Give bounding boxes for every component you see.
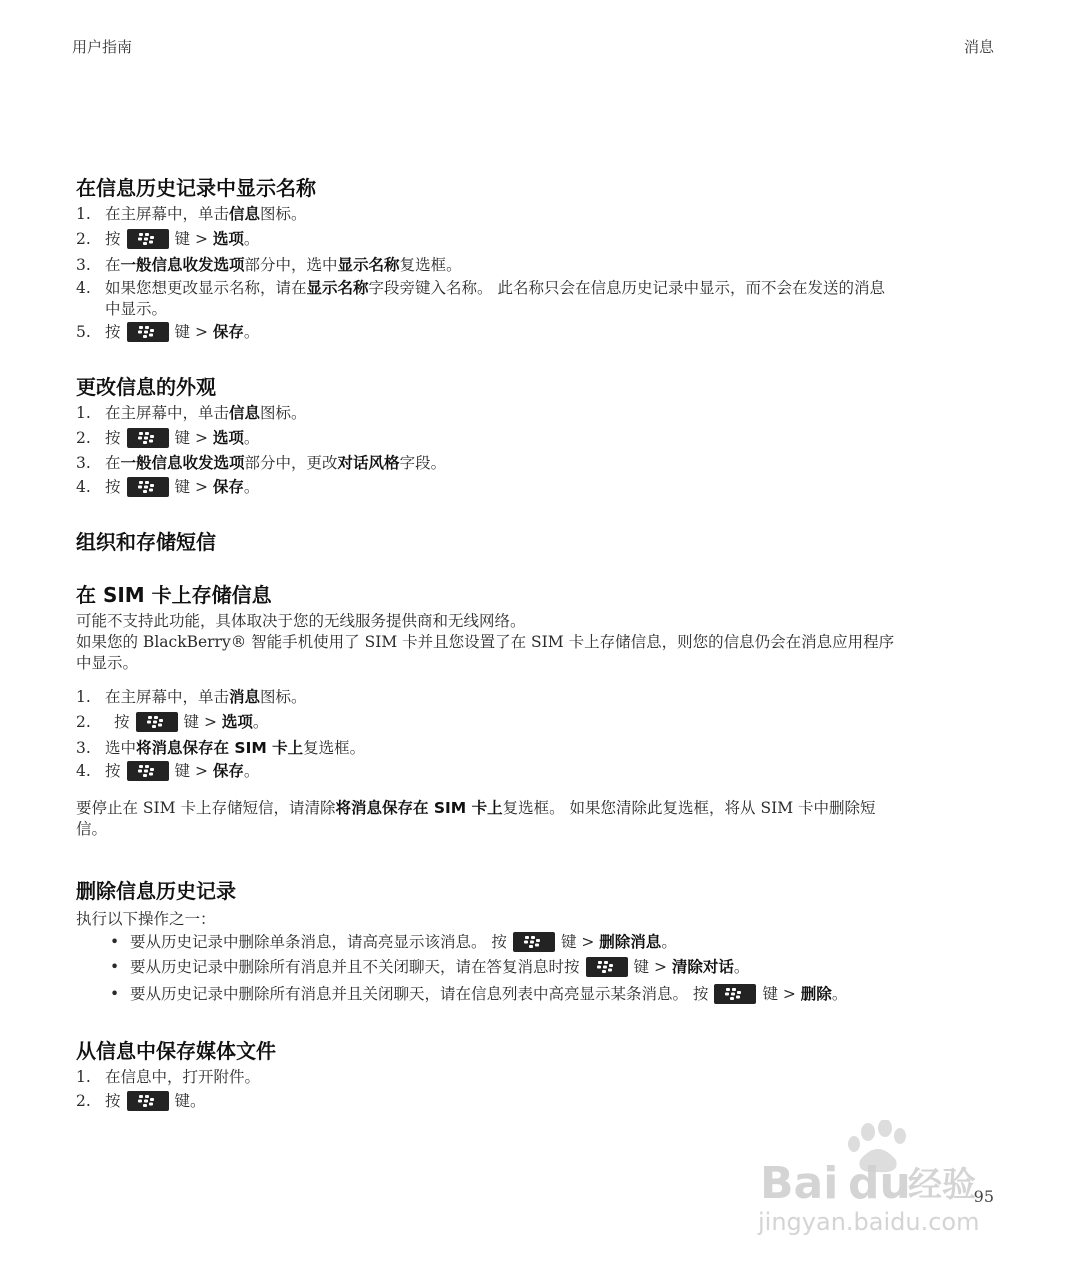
- section-title-sim-storage: 在 SIM 卡上存储信息: [76, 583, 272, 607]
- key-label: 键 >: [174, 230, 208, 248]
- bold-term: 消息: [229, 688, 261, 706]
- key-label: 键 >: [174, 429, 208, 447]
- bold-term: 一般信息收发选项: [120, 454, 245, 472]
- step-text: 选中: [105, 739, 137, 757]
- step-text: 在主屏幕中，单击: [105, 688, 230, 706]
- step-number: 4.: [76, 279, 91, 297]
- bold-term: 删除消息: [599, 933, 662, 951]
- blackberry-menu-key-icon: [127, 428, 169, 448]
- bold-term: 保存: [212, 323, 244, 341]
- bold-term: 信息: [229, 205, 261, 223]
- step-text: 在主屏幕中，单击: [105, 404, 230, 422]
- bold-term: 选项: [221, 713, 253, 731]
- step-number: 4.: [76, 762, 91, 780]
- step-text: 。: [243, 478, 260, 496]
- key-label: 键 >: [183, 713, 217, 731]
- svg-text:经验: 经验: [908, 1165, 976, 1205]
- bold-term: 对话风格: [337, 454, 400, 472]
- key-label: 键 >: [560, 933, 595, 951]
- bold-term: 保存: [212, 478, 244, 496]
- step-number: 3.: [76, 739, 91, 757]
- blackberry-menu-key-icon: [127, 477, 169, 497]
- paragraph: 中显示。: [76, 654, 139, 672]
- baidu-jingyan-watermark: [750, 1120, 1000, 1240]
- step-text: 按: [105, 762, 121, 780]
- section-title-organize: 组织和存储短信: [76, 530, 216, 554]
- key-label: 键 >: [762, 985, 796, 1003]
- step-number: 5.: [76, 323, 91, 341]
- paragraph: 如果您的 BlackBerry® 智能手机使用了 SIM 卡并且您设置了在 SIM 卡上存储信息，则您的信息仍会在消息应用程序: [76, 633, 895, 651]
- step-text: 图标。: [260, 205, 307, 223]
- section-title-appearance: 更改信息的外观: [76, 375, 216, 399]
- svg-text:Bai: Bai: [760, 1158, 839, 1209]
- step-text: 在: [105, 256, 121, 274]
- bold-term: 一般信息收发选项: [120, 256, 245, 274]
- step-text: 。: [733, 958, 750, 976]
- key-label: 键。: [174, 1092, 206, 1110]
- step-text: 字段。: [399, 454, 447, 472]
- note-text: 复选框。 如果您清除此复选框，将从 SIM 卡中删除短: [502, 799, 876, 817]
- step-text: 按: [105, 230, 121, 248]
- baidu-paw-icon: [750, 1120, 1000, 1240]
- step-text: 按: [105, 323, 121, 341]
- step-text: 中显示。: [105, 300, 168, 318]
- bold-term: 信息: [229, 404, 261, 422]
- blackberry-menu-key-icon: [136, 712, 178, 732]
- step-text: 。: [243, 762, 260, 780]
- step-number: 2.: [76, 230, 91, 248]
- bold-term: 保存: [212, 762, 244, 780]
- step-number: 1.: [76, 205, 91, 223]
- step-text: 。: [243, 429, 260, 447]
- header-left: 用户指南: [72, 38, 133, 56]
- key-label: 键 >: [174, 478, 208, 496]
- step-text: 要从历史记录中删除所有消息并且关闭聊天，请在信息列表中高亮显示某条消息。 按: [130, 985, 709, 1003]
- step-text: 。: [243, 230, 260, 248]
- step-text: 要从历史记录中删除单条消息，请高亮显示该消息。 按: [130, 933, 507, 951]
- note-text: 要停止在 SIM 卡上存储短信，请清除: [76, 799, 336, 817]
- bold-term: 显示名称: [306, 279, 369, 297]
- step-text: 要从历史记录中删除所有消息并且不关闭聊天，请在答复消息时按: [130, 958, 580, 976]
- section-title-save-media: 从信息中保存媒体文件: [76, 1039, 276, 1063]
- step-text: 如果您想更改显示名称，请在: [105, 279, 307, 297]
- step-text: 部分中，更改: [244, 454, 338, 472]
- bullet: •: [110, 933, 120, 951]
- header-right: 消息: [963, 38, 994, 56]
- svg-text:du: du: [848, 1158, 911, 1209]
- step-text: 图标。: [260, 688, 307, 706]
- bold-term: 将消息保存在 SIM 卡上: [335, 799, 503, 817]
- step-number: 1.: [76, 404, 91, 422]
- step-text: 部分中，选中: [244, 256, 338, 274]
- bold-term: 删除: [800, 985, 832, 1003]
- step-text: 按: [105, 478, 121, 496]
- step-text: 字段旁键入名称。 此名称只会在信息历史记录中显示，而不会在发送的消息: [368, 279, 885, 297]
- step-text: 复选框。: [303, 739, 366, 757]
- step-text: 在信息中，打开附件。: [105, 1068, 261, 1086]
- page-number: 95: [973, 1187, 994, 1206]
- step-text: 。: [831, 985, 848, 1003]
- paragraph: 执行以下操作之一：: [76, 910, 216, 928]
- step-number: 2.: [76, 1092, 91, 1110]
- step-text: 。: [243, 323, 260, 341]
- step-text: 复选框。: [399, 256, 462, 274]
- bullet: •: [110, 985, 120, 1003]
- step-number: 1.: [76, 688, 91, 706]
- key-label: 键 >: [174, 323, 208, 341]
- bold-term: 选项: [212, 230, 244, 248]
- step-text: 在: [105, 454, 121, 472]
- step-number: 4.: [76, 478, 91, 496]
- blackberry-menu-key-icon: [127, 1091, 169, 1111]
- step-text: 按: [114, 713, 130, 731]
- key-label: 键 >: [633, 958, 667, 976]
- step-number: 2.: [76, 713, 91, 731]
- blackberry-menu-key-icon: [127, 322, 169, 342]
- step-text: 在主屏幕中，单击: [105, 205, 230, 223]
- bold-term: 选项: [212, 429, 244, 447]
- step-text: 。: [252, 713, 269, 731]
- key-label: 键 >: [174, 762, 208, 780]
- blackberry-menu-key-icon: [127, 761, 169, 781]
- blackberry-menu-key-icon: [513, 932, 555, 952]
- note-paragraph: 信。: [76, 820, 108, 838]
- blackberry-menu-key-icon: [127, 229, 169, 249]
- blackberry-menu-key-icon: [586, 957, 628, 977]
- bold-term: 清除对话: [671, 958, 734, 976]
- step-text: 按: [105, 1092, 121, 1110]
- svg-text:jingyan.baidu.com: jingyan.baidu.com: [758, 1208, 980, 1236]
- step-text: 图标。: [260, 404, 307, 422]
- step-text: 。: [661, 933, 677, 951]
- paragraph: 可能不支持此功能，具体取决于您的无线服务提供商和无线网络。: [76, 612, 526, 630]
- section-title-delete-history: 删除信息历史记录: [76, 879, 236, 903]
- bold-term: 显示名称: [337, 256, 400, 274]
- blackberry-menu-key-icon: [714, 984, 756, 1004]
- step-number: 3.: [76, 256, 91, 274]
- step-number: 3.: [76, 454, 91, 472]
- bold-term: 将消息保存在 SIM 卡上: [136, 739, 304, 757]
- note-paragraph: [76, 797, 876, 819]
- bullet: •: [110, 958, 120, 976]
- step-number: 1.: [76, 1068, 91, 1086]
- step-number: 2.: [76, 429, 91, 447]
- section-title-display-name: 在信息历史记录中显示名称: [76, 176, 316, 200]
- step-text: 按: [105, 429, 121, 447]
